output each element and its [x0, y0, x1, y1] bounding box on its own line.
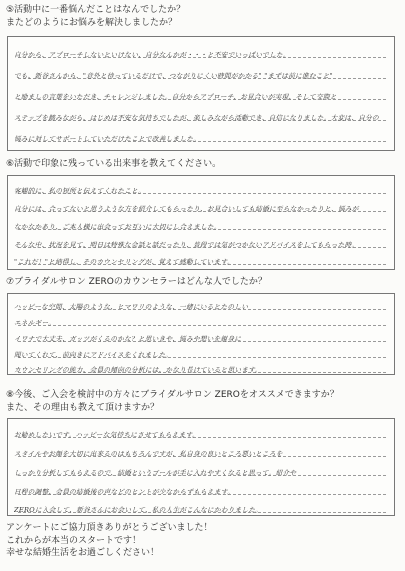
q6-answer-line-5: "これだ！"と納得し、そのカウンセリングが、覚えて感動しています。 — [14, 258, 234, 266]
q8-answer-line-4: 日程の調整、会員の結婚後の声などのヒントが少なからずもらえます。 — [14, 488, 235, 496]
q7-answer-line-5: カウンセリングの能力、会員の傾向の分析には、かなり長けていると思います。 — [14, 366, 262, 374]
closing-line-1: アンケートにご協力頂きありがとうございました！ — [6, 523, 213, 533]
q7-answer-line-3: イワナで大丈夫、ガッツがくるのかな？と思いきや、悩みや想いを親身に — [14, 335, 242, 343]
q7-answer-line-2: エネルギー。 — [14, 319, 56, 327]
q6-question-line-1: ⑥活動で印象に残っている出来事を教えてください。 — [6, 159, 222, 169]
q6-answer-line-4: そんな中、状況を見て、明日は特殊な会話と話だったり、普段では気がつかないアドバイスをしてもらった時。 — [14, 241, 359, 249]
q5-answer-line-1: 自分から、アプローチしないといけない、自分なんかが・・・と不安でいっぱいでした。 — [14, 51, 290, 59]
q5-question — [6, 4, 185, 30]
q7-answer-box — [7, 293, 395, 375]
q6-question — [6, 158, 221, 171]
q7-question-line-1: ⑦ブライダルサロン ZEROのカウンセラーはどんな人でしたか？ — [6, 277, 267, 287]
q5-answer-line-5: 悩みに対してサポートしていただけたことで改善しました。 — [14, 135, 201, 143]
q5-answer-box — [7, 36, 395, 151]
q5-answer-line-4: ステップを踏みながら、はじめは不安な気持ちでしたが、楽しみながら活動でき、自信になりました。大変は、自分の — [14, 114, 379, 122]
q8-question — [6, 389, 339, 415]
q8-question-line-1: ⑧今後、ご入会を検討中の方々にブライダルサロン ZEROをオススメできますか？ — [6, 390, 339, 400]
q7-question — [6, 276, 267, 289]
q6-answer-line-3: なかなかあり、ご本人様に出会ってお互いに大切にし合えました。 — [14, 223, 221, 231]
closing-line-3: 幸せな結婚生活をお過ごしください！ — [6, 548, 160, 558]
q5-answer-line-3: と励ましの言葉をいただき、チャレンジしました。自分からアプローチ、お見合いが実現、そして交際と — [14, 93, 337, 101]
q8-question-line-2: また、その理由も教えて頂けますか？ — [6, 403, 160, 413]
closing-line-2: これからが本当のスタートです！ — [6, 535, 142, 546]
q8-answer-box — [7, 418, 395, 516]
q8-answer-line-1: お勧めしたいです。ハッピーな気持ちにさせてもらえます。 — [14, 431, 199, 439]
q5-question-line-1: ⑤活動中に一番悩んだことはなんでしたか？ — [6, 5, 186, 15]
q6-answer-line-1: 客観的に、私の短所と伝えてくれたこと。 — [14, 187, 145, 195]
q8-answer-line-5: ZEROに入会して、新谷さんにお会いして、私の人生がこんなにかわりました。 — [14, 506, 263, 514]
q6-answer-box — [7, 175, 395, 270]
q8-answer-line-2: スタイルやお顔を大切に出来るのはもちろんですが、私自身の良いところ悪いところを — [14, 450, 283, 458]
q7-answer-line-4: 聞いてくれて、前向きにアドバイスをくれました。 — [14, 351, 173, 359]
q5-question-line-2: またどのようにお悩みを解決しましたか？ — [6, 18, 178, 28]
q6-answer-line-2: 自分には、合ってないと思うような方を紹介してもらったり、お見合いしても結婚に至らなかったりと、悩みが — [14, 205, 359, 213]
q7-answer-line-1: ハッピーな空間、太陽のような、ヒマワリのような、一緒にいるとたのしい — [14, 303, 249, 311]
q8-answer-line-3: しっかり分析してもらえるので、結婚というゴールが手に入れやすくなると思って。紹介や — [14, 469, 297, 477]
closing-message — [6, 522, 212, 560]
q5-answer-line-2: でも、新谷さんから、"意外と待っているだけで、つながりにくい時間がかかる" "まずは前に進むこと" — [14, 72, 333, 80]
